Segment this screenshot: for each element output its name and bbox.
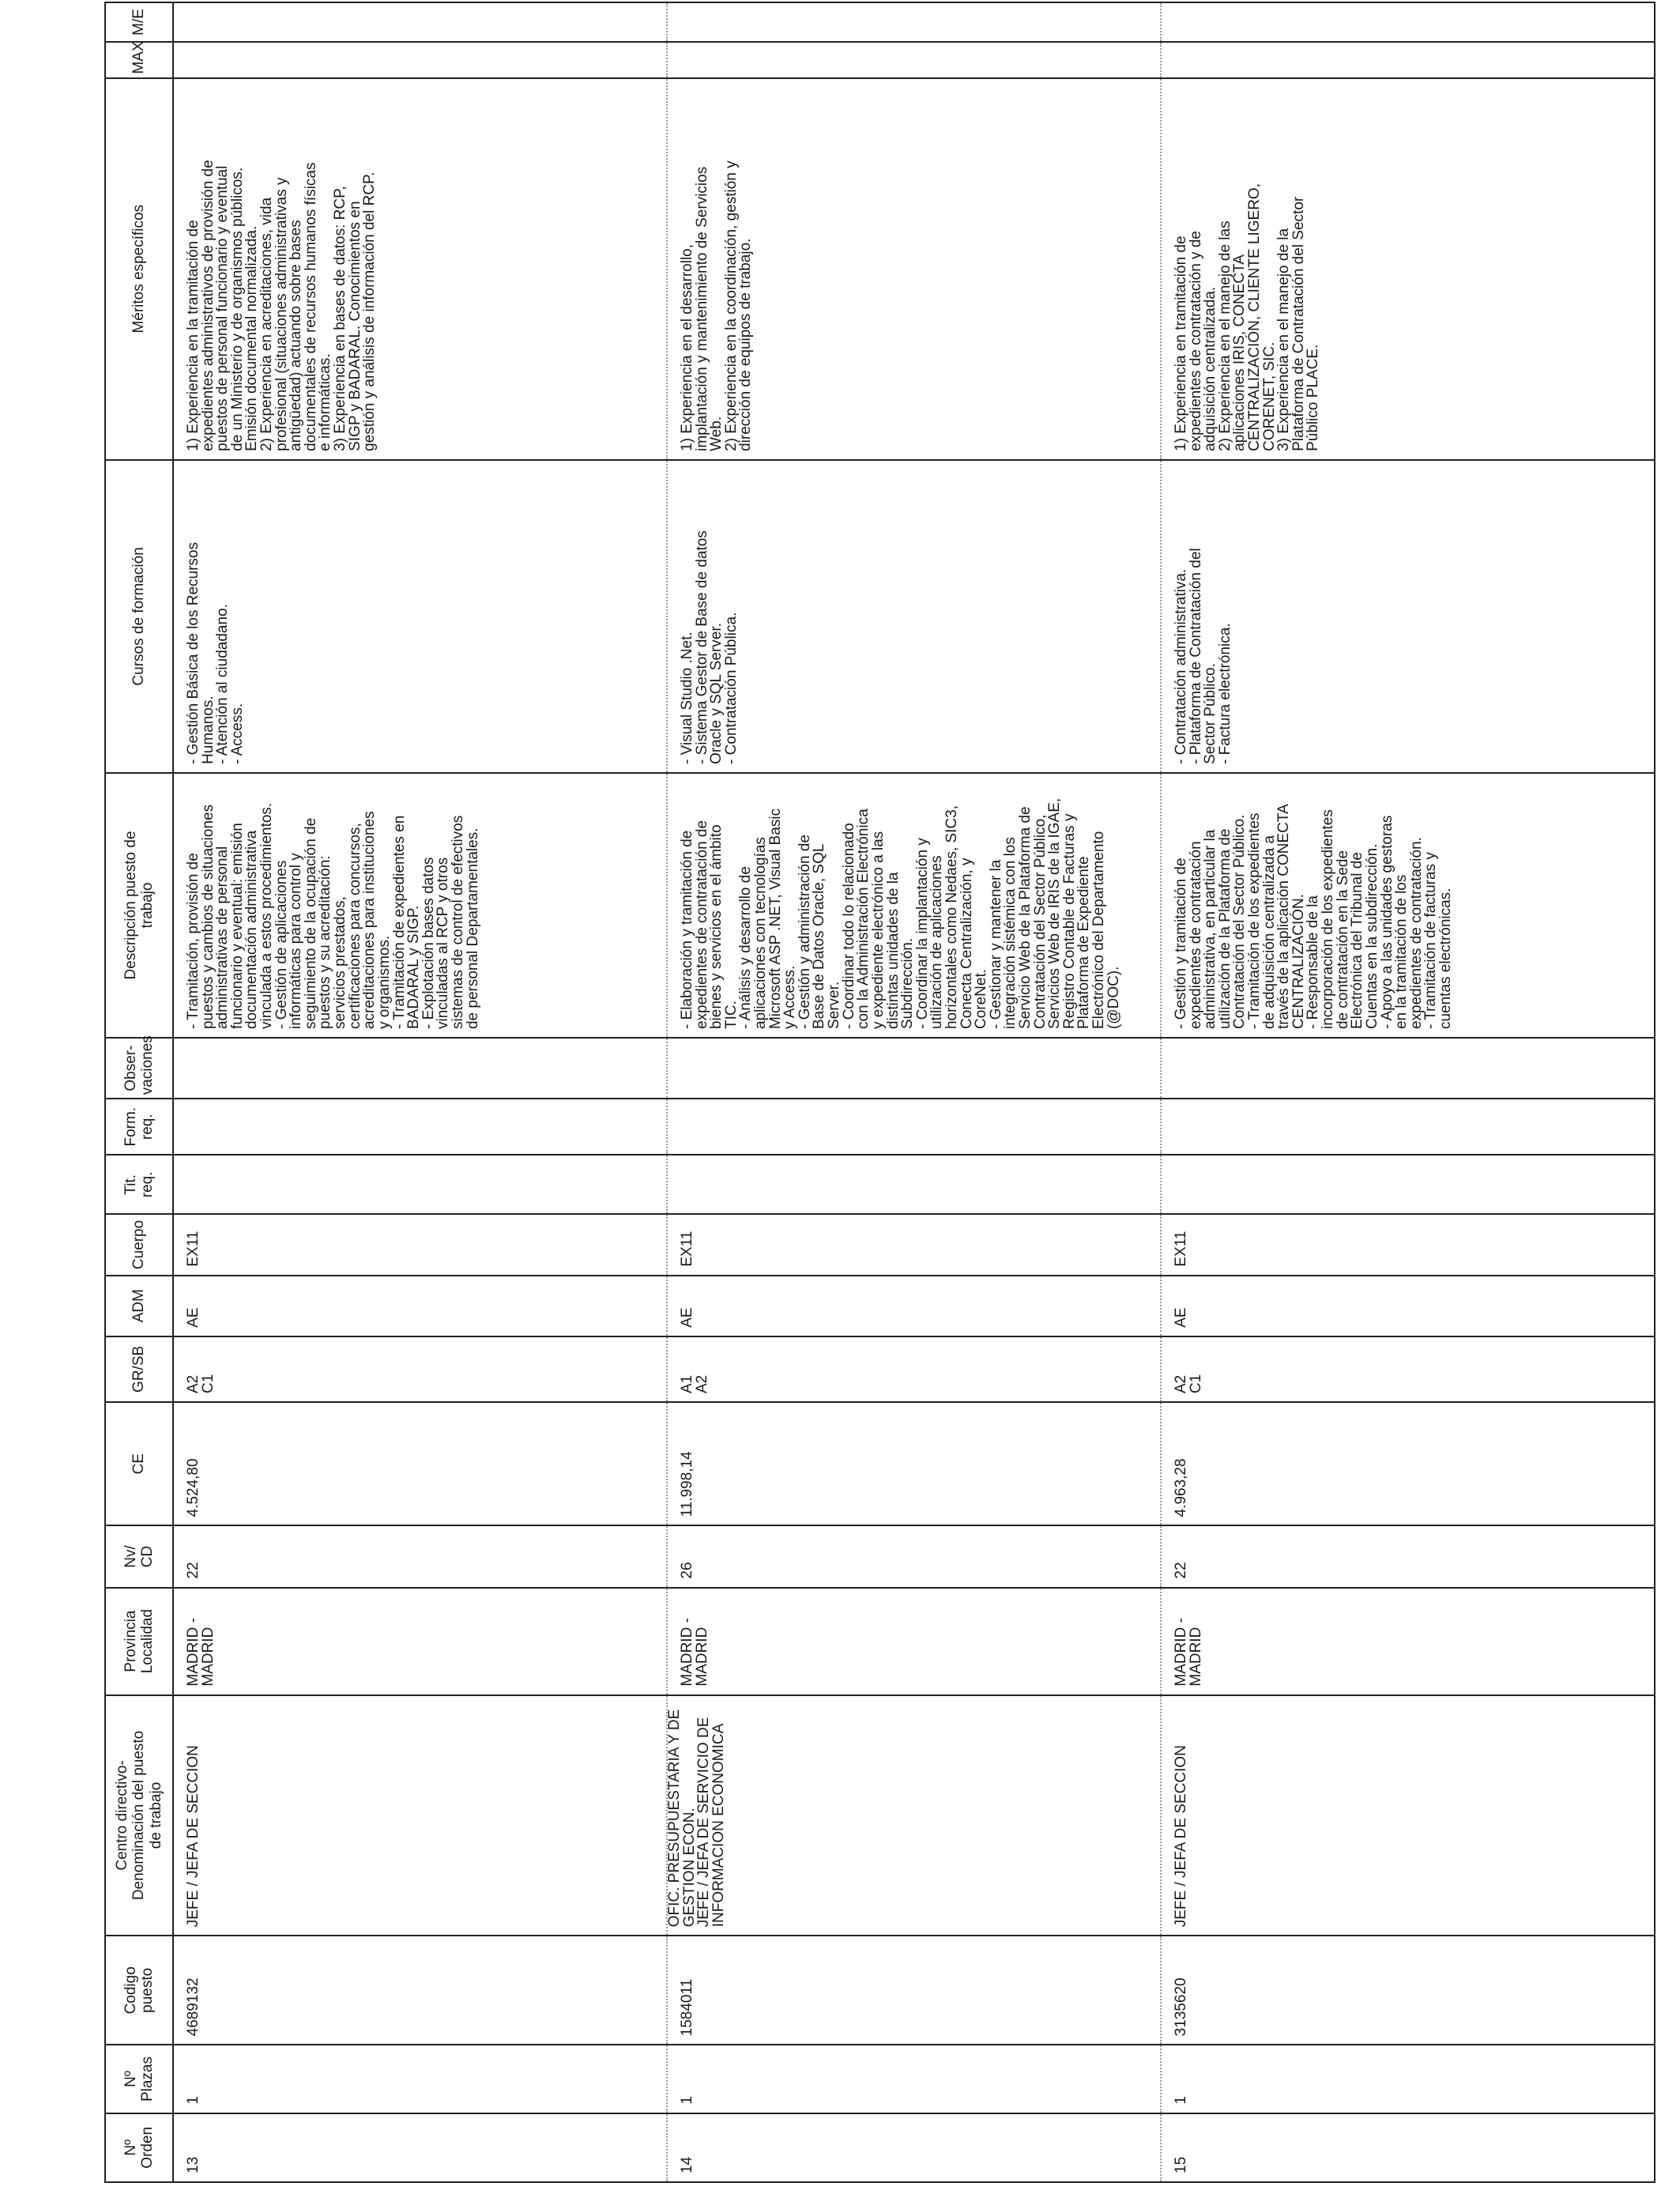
col-header-cursos: Cursos de formación	[105, 460, 173, 773]
col-header-grupo: GR/SB	[105, 1336, 173, 1402]
cell-adm: AE	[1161, 1276, 1655, 1336]
col-header-provincia: Provincia Localidad	[105, 1588, 173, 1695]
header-row	[105, 2, 173, 2182]
cell-codigo: 1584011	[667, 1936, 1161, 2045]
cell-provincia: MADRID - MADRID	[1161, 1588, 1655, 1695]
cell-meritos: 1) Experiencia en la tramitación de expedientes administrativos de provisión de puestos de personal funcionario y eventual de un Ministerio y de organismos públicos. Emisión documental normalizada. 2) Experiencia en acreditaciones, vida profesional (situaciones administrativas y antigüedad) actuando sobre bases documentales de recursos humanos físicas e informáticas. 3) Experiencia en bases de datos: RCP, SIGP y BADARAL. Conocimientos en gestión y análisis de información del RCP.	[173, 78, 667, 460]
col-header-cuerpo: Cuerpo	[105, 1214, 173, 1275]
puesto-denominacion: JEFE / JEFA DE SECCION	[1173, 1745, 1189, 1928]
cell-observaciones	[173, 1038, 667, 1099]
cell-me	[667, 2, 1161, 42]
cell-descripcion: - Gestión y tramitación de expedientes de contratación administrativa, en particular la utilización de la Plataforma de Contratación del Sector Público. - Tramitación de los expedientes de adquisición centralizada a través de la aplicación CONECTA CENTRALIZACIÓN. - Responsable de la incorporación de los expedientes de contratación en la Sede Electrónica del Tribunal de Cuentas en la subdirección. - Apoyo a las unidades gestoras en la tramitación de los expedientes de contratación. - Tramitación de facturas y cuentas electrónicas.	[1161, 773, 1655, 1038]
cell-grupo: A2 C1	[1161, 1336, 1655, 1402]
cell-titulacion	[1161, 1155, 1655, 1214]
cell-codigo: 4689132	[173, 1936, 667, 2045]
cell-titulacion	[173, 1155, 667, 1214]
col-header-adm: ADM	[105, 1276, 173, 1336]
cell-orden: 13	[173, 2113, 667, 2182]
table-row	[1161, 2, 1655, 2182]
table-row	[173, 2, 667, 2182]
cell-max	[173, 42, 667, 78]
cell-provincia: MADRID - MADRID	[173, 1588, 667, 1695]
col-header-orden: Nº Orden	[105, 2113, 173, 2182]
cell-centro	[667, 1695, 1161, 1936]
cell-orden: 15	[1161, 2113, 1655, 2182]
cell-adm: AE	[173, 1276, 667, 1336]
centro-directivo-label: OFIC. PRESUPUESTARIA Y DE GESTION ECON.	[666, 1709, 698, 1928]
cell-observaciones	[667, 1038, 1161, 1099]
cell-cursos: - Visual Studio .Net. - Sistema Gestor de Base de datos Oracle y SQL Server. - Contratación Pública.	[667, 460, 1161, 773]
cell-plazas: 1	[1161, 2045, 1655, 2113]
cell-nivel: 22	[1161, 1525, 1655, 1587]
cell-plazas: 1	[173, 2045, 667, 2113]
cell-ce: 4.524,80	[173, 1402, 667, 1525]
cell-centro	[1161, 1695, 1655, 1936]
col-header-formacion: Form. req.	[105, 1099, 173, 1155]
cell-ce: 4.963,28	[1161, 1402, 1655, 1525]
cell-provincia: MADRID - MADRID	[667, 1588, 1161, 1695]
cell-nivel: 26	[667, 1525, 1161, 1587]
cell-centro	[173, 1695, 667, 1936]
cell-descripcion: - Tramitación, provisión de puestos y cambios de situaciones administrativas de personal funcionario y eventual: emisión documentación administrativa vinculada a estos procedimientos. - Gestión de aplicaciones informáticas para control y seguimiento de la ocupación de puestos y su acreditación: servicios prestados, certificaciones para concursos, acreditaciones para instituciones y organismos. - Tramitación de expedientes en BADARAL y SIGP. - Explotación bases datos vinculadas al RCP y otros sistemas de control de efectivos de personal Departamentales.	[173, 773, 667, 1038]
puesto-denominacion: JEFE / JEFA DE SERVICIO DE INFORMACION ECONOMICA	[695, 1717, 727, 1928]
col-header-descripcion: Descripción puesto de trabajo	[105, 773, 173, 1038]
cell-grupo: A1 A2	[667, 1336, 1161, 1402]
rotated-document-page	[104, 2, 1649, 2183]
col-header-plazas: Nº Plazas	[105, 2045, 173, 2113]
cell-max	[667, 42, 1161, 78]
cell-me	[1161, 2, 1655, 42]
cell-cuerpo: EX11	[173, 1214, 667, 1275]
puesto-denominacion: JEFE / JEFA DE SECCION	[185, 1745, 202, 1928]
cell-plazas: 1	[667, 2045, 1161, 2113]
cell-observaciones	[1161, 1038, 1655, 1099]
cell-formacion	[1161, 1099, 1655, 1155]
col-header-nivel: Nv/ CD	[105, 1525, 173, 1587]
col-header-max: MAX	[105, 42, 173, 78]
table-row	[667, 2, 1161, 2182]
job-positions-table	[104, 2, 1656, 2183]
cell-cursos: - Contratación administrativa. - Plataforma de Contratación del Sector Público. - Factura electrónica.	[1161, 460, 1655, 773]
col-header-observaciones: Obser- vaciones	[105, 1038, 173, 1099]
cell-orden: 14	[667, 2113, 1161, 2182]
cell-formacion	[173, 1099, 667, 1155]
col-header-codigo: Codigo puesto	[105, 1936, 173, 2045]
col-header-ce: CE	[105, 1402, 173, 1525]
cell-adm: AE	[667, 1276, 1161, 1336]
cell-nivel: 22	[173, 1525, 667, 1587]
cell-meritos: 1) Experiencia en tramitación de expedientes de contratación y de adquisición centralizada. 2) Experiencia en el manejo de las aplicaciones IRIS, CONECTA CENTRALIZACIÓN, CLIENTE LIGERO, CORENET, SIC. 3) Experiencia en el manejo de la Plataforma de Contratación del Sector Público PLACE.	[1161, 78, 1655, 460]
cell-cuerpo: EX11	[667, 1214, 1161, 1275]
cell-meritos: 1) Experiencia en el desarrollo, implantación y mantenimiento de Servicios Web. 2) Experiencia en la coordinación, gestión y dirección de equipos de trabajo.	[667, 78, 1161, 460]
cell-formacion	[667, 1099, 1161, 1155]
cell-me	[173, 2, 667, 42]
col-header-me: M/E	[105, 2, 173, 42]
cell-codigo: 3135620	[1161, 1936, 1655, 2045]
cell-descripcion: - Elaboración y tramitación de expedientes de contratación de bienes y servicios en el ámbito TIC. - Análisis y desarrollo de aplicaciones con tecnologías Microsoft ASP .NET, Visual Basic y Access. - Gestión y administración de Base de Datos Oracle, SQL Server. - Coordinar todo lo relacionado con la Administración Electrónica y expediente electrónico a las distintas unidades de la Subdirección. - Coordinar la implantación y utilización de aplicaciones horizontales como Nedaes, SIC3, Conecta Centralización, y CoreNet. - Gestionar y mantener la integración sistémica con los Servicio Web de la Plataforma de Contratación del Sector Público, Servicios Web de IRIS de la IGAE, Registro Contable de Facturas y Plataforma de Expediente Electrónico del Departamento (@DOC).	[667, 773, 1161, 1038]
col-header-centro: Centro directivo- Denominación del puesto de trabajo	[105, 1695, 173, 1936]
cell-cuerpo: EX11	[1161, 1214, 1655, 1275]
cell-max	[1161, 42, 1655, 78]
cell-titulacion	[667, 1155, 1161, 1214]
cell-grupo: A2 C1	[173, 1336, 667, 1402]
cell-cursos: - Gestión Básica de los Recursos Humanos. - Atención al ciudadano. - Access.	[173, 460, 667, 773]
cell-ce: 11.998,14	[667, 1402, 1161, 1525]
col-header-titulacion: Tit. req.	[105, 1155, 173, 1214]
col-header-meritos: Méritos específicos	[105, 78, 173, 460]
